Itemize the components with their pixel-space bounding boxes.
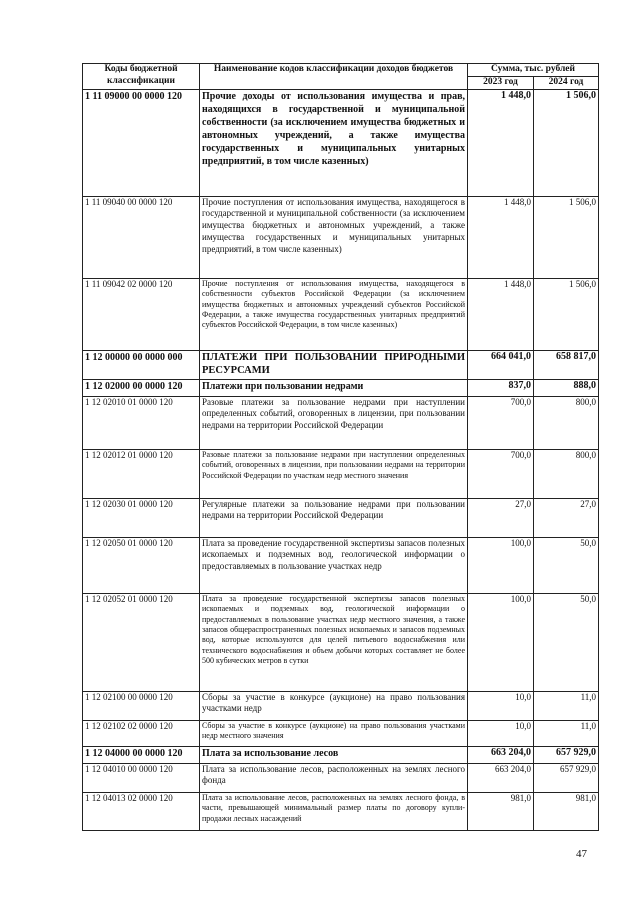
- row-value-2024: 50,0: [534, 537, 599, 593]
- header-name: Наименование кодов классификации доходов бюджетов: [200, 64, 468, 90]
- row-value-2024: 11,0: [534, 691, 599, 720]
- table-row: [83, 763, 599, 792]
- row-value-2024: 1 506,0: [534, 89, 599, 196]
- row-value-2023: 664 041,0: [468, 350, 534, 379]
- row-name: Прочие поступления от использования имущества, находящегося в собственности субъектов Российской Федерации (за исключением имущества бюджетных и автономных учреждений субъектов Российской Федерации, а также имущества государственных унитарных предприятий субъектов Российской Федерации, в том числе казенных): [200, 278, 468, 350]
- row-code: 1 11 09000 00 0000 120: [83, 89, 200, 196]
- row-code: 1 12 02010 01 0000 120: [83, 396, 200, 449]
- row-value-2024: 888,0: [534, 379, 599, 396]
- table-row: [83, 196, 599, 278]
- row-name: Разовые платежи за пользование недрами при наступлении определенных событий, оговоренных в лицензии, при пользовании недрами на территории Российской Федерации: [200, 396, 468, 449]
- table-row: [83, 278, 599, 350]
- row-name: Прочие поступления от использования имущества, находящегося в государственной и муниципальной собственности (за исключением имущества бюджетных и автономных учреждений, а также имущества государственных и муниципальных унитарных предприятий, в том числе казенных): [200, 196, 468, 278]
- row-name: Платежи при пользовании недрами: [200, 379, 468, 396]
- row-value-2024: 657 929,0: [534, 746, 599, 763]
- row-name: ПЛАТЕЖИ ПРИ ПОЛЬЗОВАНИИ ПРИРОДНЫМИ РЕСУРСАМИ: [200, 350, 468, 379]
- row-name: Плата за использование лесов: [200, 746, 468, 763]
- table-row: [83, 691, 599, 720]
- row-value-2023: 700,0: [468, 449, 534, 498]
- row-code: 1 12 02030 01 0000 120: [83, 498, 200, 537]
- row-code: 1 12 02012 01 0000 120: [83, 449, 200, 498]
- row-value-2024: 800,0: [534, 449, 599, 498]
- row-name: Сборы за участие в конкурсе (аукционе) на право пользования участками недр: [200, 691, 468, 720]
- row-value-2023: 663 204,0: [468, 763, 534, 792]
- table-row: [83, 720, 599, 746]
- row-code: 1 11 09042 02 0000 120: [83, 278, 200, 350]
- table-row: [83, 537, 599, 593]
- row-value-2023: 1 448,0: [468, 89, 534, 196]
- row-name: Регулярные платежи за пользование недрами при пользовании недрами на территории Российской Федерации: [200, 498, 468, 537]
- row-value-2023: 100,0: [468, 593, 534, 691]
- table-row: [83, 593, 599, 691]
- table-row: [83, 498, 599, 537]
- row-name: Плата за проведение государственной экспертизы запасов полезных ископаемых и подземных вод, геологической информации о предоставляемых в пользование участках недр: [200, 537, 468, 593]
- row-value-2024: 800,0: [534, 396, 599, 449]
- table-row: [83, 89, 599, 196]
- row-value-2023: 1 448,0: [468, 196, 534, 278]
- row-name: Прочие доходы от использования имущества и прав, находящихся в государственной и муниципальной собственности (за исключением имущества бюджетных и автономных учреждений, а также имущества государственных и муниципальных унитарных предприятий, в том числе казенных): [200, 89, 468, 196]
- row-value-2023: 700,0: [468, 396, 534, 449]
- table-row: [83, 449, 599, 498]
- table-row: [83, 379, 599, 396]
- row-value-2024: 1 506,0: [534, 196, 599, 278]
- row-value-2023: 27,0: [468, 498, 534, 537]
- row-code: 1 12 04010 00 0000 120: [83, 763, 200, 792]
- header-year-2023: 2023 год: [468, 76, 534, 89]
- row-value-2023: 10,0: [468, 691, 534, 720]
- row-code: 1 12 00000 00 0000 000: [83, 350, 200, 379]
- row-value-2024: 657 929,0: [534, 763, 599, 792]
- row-value-2024: 11,0: [534, 720, 599, 746]
- table-row: [83, 746, 599, 763]
- row-code: 1 12 04000 00 0000 120: [83, 746, 200, 763]
- row-code: 1 12 02052 01 0000 120: [83, 593, 200, 691]
- table-row: [83, 396, 599, 449]
- row-value-2024: 1 506,0: [534, 278, 599, 350]
- budget-table: [82, 63, 599, 831]
- row-name: Плата за использование лесов, расположенных на землях лесного фонда, в части, превышающей минимальный размер платы по договору купли-продажи лесных насаждений: [200, 792, 468, 830]
- row-value-2023: 1 448,0: [468, 278, 534, 350]
- page-number: 47: [576, 848, 587, 860]
- row-value-2024: 981,0: [534, 792, 599, 830]
- header-codes: Коды бюджетной классификации: [83, 64, 200, 90]
- row-code: 1 12 02000 00 0000 120: [83, 379, 200, 396]
- row-name: Сборы за участие в конкурсе (аукционе) на право пользования участками недр местного значения: [200, 720, 468, 746]
- row-value-2023: 100,0: [468, 537, 534, 593]
- row-name: Плата за проведение государственной экспертизы запасов полезных ископаемых и подземных вод, геологической информации о предоставляемых в пользование участках недр местного значения, а также запасов общераспространенных полезных ископаемых и запасов подземных вод, которые используются для целей питьевого водоснабжения или технического водоснабжения и объем добычи которых составляет не более 500 кубических метров в сутки: [200, 593, 468, 691]
- header-sum: Сумма, тыс. рублей: [468, 64, 599, 77]
- table-row: [83, 792, 599, 830]
- row-code: 1 12 02050 01 0000 120: [83, 537, 200, 593]
- table-row: [83, 350, 599, 379]
- row-value-2023: 10,0: [468, 720, 534, 746]
- row-code: 1 12 02102 02 0000 120: [83, 720, 200, 746]
- row-value-2024: 658 817,0: [534, 350, 599, 379]
- row-code: 1 12 02100 00 0000 120: [83, 691, 200, 720]
- row-name: Разовые платежи за пользование недрами при наступлении определенных событий, оговоренных в лицензии, при пользовании недрами на территории Российской Федерации по участкам недр местного значения: [200, 449, 468, 498]
- row-value-2023: 663 204,0: [468, 746, 534, 763]
- row-code: 1 11 09040 00 0000 120: [83, 196, 200, 278]
- row-code: 1 12 04013 02 0000 120: [83, 792, 200, 830]
- row-value-2024: 27,0: [534, 498, 599, 537]
- row-value-2023: 981,0: [468, 792, 534, 830]
- row-name: Плата за использование лесов, расположенных на землях лесного фонда: [200, 763, 468, 792]
- row-value-2024: 50,0: [534, 593, 599, 691]
- row-value-2023: 837,0: [468, 379, 534, 396]
- header-year-2024: 2024 год: [534, 76, 599, 89]
